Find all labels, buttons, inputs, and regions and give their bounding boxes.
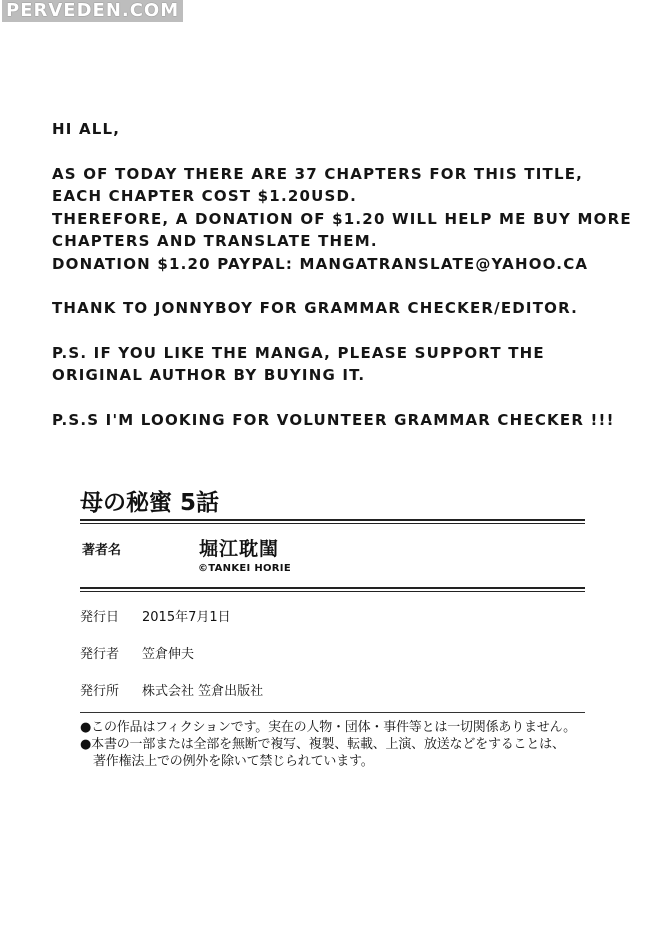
notice-rule — [80, 712, 585, 713]
publication-date-row — [80, 592, 585, 629]
note-paragraph — [52, 163, 632, 276]
note-line: ORIGINAL AUTHOR BY BUYING IT. — [52, 366, 366, 384]
note-line: HI ALL, — [52, 120, 121, 138]
publishing-house-label: 発行所 — [80, 684, 120, 699]
title-rule — [80, 519, 585, 521]
publisher-label: 発行者 — [80, 647, 120, 662]
copyright-notice-continued: 著作権法上での例外を除いて禁じられています。 — [93, 754, 374, 769]
publishing-house-value: 株式会社 笠倉出版社 — [142, 684, 264, 699]
author-rule — [80, 587, 585, 589]
publishing-house-row — [80, 666, 585, 703]
note-paragraph — [52, 342, 632, 387]
publication-date-value: 2015年7月1日 — [142, 610, 231, 625]
publisher-row — [80, 629, 585, 666]
note-line: DONATION $1.20 PAYPAL: MANGATRANSLATE@YAHOO.CA — [52, 254, 589, 273]
note-line: THANK TO JONNYBOY FOR GRAMMAR CHECKER/EDITOR. — [52, 299, 579, 317]
author-copyright: ©TANKEI HORIE — [198, 563, 291, 574]
note-line: P.S. IF YOU LIKE THE MANGA, PLEASE SUPPORT THE — [52, 343, 545, 362]
author-row — [80, 524, 585, 586]
note-line: THEREFORE, A DONATION OF $1.20 WILL HELP ME BUY MORE — [52, 209, 632, 228]
book-title: 母の秘蜜 5話 — [80, 490, 220, 516]
author-name: 堀江耽閨 — [199, 538, 280, 560]
colophon — [80, 488, 585, 770]
author-label: 著者名 — [82, 543, 122, 558]
note-line: P.S.S I'M LOOKING FOR VOLUNTEER GRAMMAR CHECKER !!! — [52, 410, 615, 429]
publisher-value: 笠倉伸夫 — [142, 647, 195, 662]
translator-note — [52, 118, 632, 453]
note-paragraph — [52, 118, 632, 141]
note-line: EACH CHAPTER COST $1.20USD. — [52, 187, 358, 205]
note-paragraph — [52, 297, 632, 320]
site-watermark: PERVEDEN.COM — [2, 0, 183, 22]
note-line: CHAPTERS AND TRANSLATE THEM. — [52, 232, 378, 250]
note-paragraph — [52, 409, 632, 432]
copyright-notice: ●本書の一部または全部を無断で複写、複製、転載、上演、放送などをすることは、 — [80, 737, 565, 752]
fiction-notice: ●この作品はフィクションです。実在の人物・団体・事件等とは一切関係ありません。 — [80, 720, 576, 735]
legal-notices — [80, 719, 585, 770]
note-line: AS OF TODAY THERE ARE 37 CHAPTERS FOR THIS TITLE, — [52, 164, 584, 183]
publication-date-label: 発行日 — [80, 610, 120, 625]
